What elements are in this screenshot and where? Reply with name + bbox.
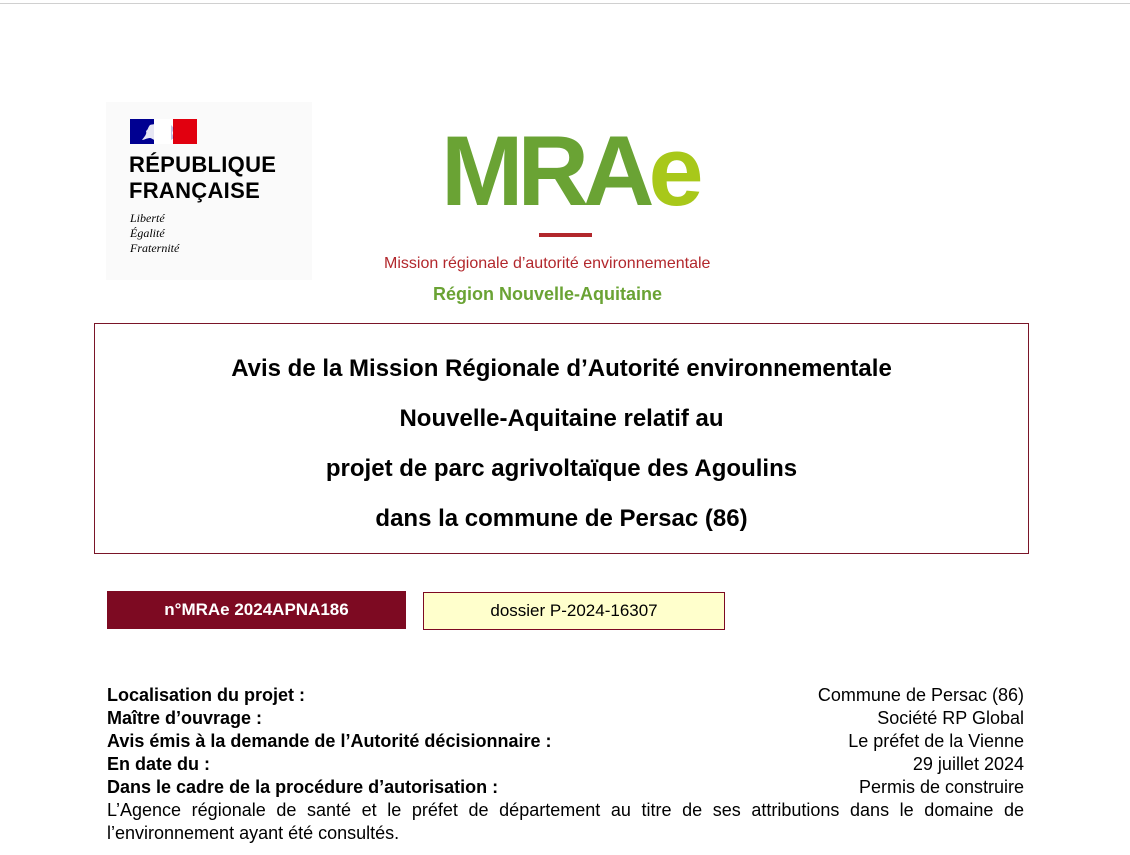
title-line-4: dans la commune de Persac (86)	[375, 505, 748, 532]
info-value: Permis de construire	[858, 777, 1024, 797]
mrae-wordmark	[441, 115, 698, 226]
republique-francaise-logo	[106, 102, 312, 280]
mission-subtitle: Mission régionale d’autorité environnementale	[384, 255, 711, 272]
motto-egalite: Égalité	[130, 226, 165, 240]
region-subtitle: Région Nouvelle-Aquitaine	[433, 284, 663, 304]
info-row-localisation	[107, 684, 1024, 707]
info-label: Avis émis à la demande de l’Autorité décisionnaire :	[107, 731, 552, 751]
info-value: 29 juillet 2024	[912, 754, 1024, 774]
info-row-date	[107, 753, 1024, 776]
info-value: Le préfet de la Vienne	[848, 731, 1024, 751]
info-row-maitre-ouvrage	[107, 707, 1024, 730]
consultation-paragraph: L’Agence régionale de santé et le préfet de département au titre de ses attributions dans le domaine de l’environnement ayant été consultés.	[107, 800, 1024, 843]
title-box	[94, 323, 1029, 554]
rf-title-line1: RÉPUBLIQUE	[129, 152, 277, 177]
info-label: En date du :	[107, 754, 210, 774]
project-info	[107, 684, 1024, 845]
marianne-profile-icon	[130, 119, 197, 144]
motto-liberte: Liberté	[130, 211, 165, 225]
info-value: Société RP Global	[877, 708, 1024, 728]
marianne-flag-icon	[130, 119, 197, 144]
title-line-2: Nouvelle-Aquitaine relatif au	[399, 405, 724, 432]
rf-title-line2: FRANÇAISE	[129, 178, 261, 203]
info-row-procedure	[107, 776, 1024, 799]
rf-motto	[130, 211, 179, 256]
motto-fraternite: Fraternité	[130, 241, 180, 255]
info-label: Dans le cadre de la procédure d’autorisation :	[107, 777, 499, 797]
top-divider	[0, 3, 1130, 4]
mrae-letter-e: e	[648, 115, 698, 226]
dossier-number-badge: dossier P-2024-16307	[423, 592, 725, 630]
title-line-3: projet de parc agrivoltaïque des Agoulins	[325, 455, 798, 482]
mrae-number-badge: n°MRAe 2024APNA186	[107, 591, 406, 629]
info-label: Maître d’ouvrage :	[107, 708, 263, 728]
mrae-logo	[441, 115, 701, 227]
mrae-letters: MRA	[441, 115, 649, 226]
info-row-autorite	[107, 730, 1024, 753]
info-value: Commune de Persac (86)	[817, 685, 1024, 705]
title-line-1: Avis de la Mission Régionale d’Autorité environnementale	[231, 355, 892, 382]
info-label: Localisation du projet :	[107, 685, 306, 705]
mrae-red-bar	[539, 233, 592, 237]
